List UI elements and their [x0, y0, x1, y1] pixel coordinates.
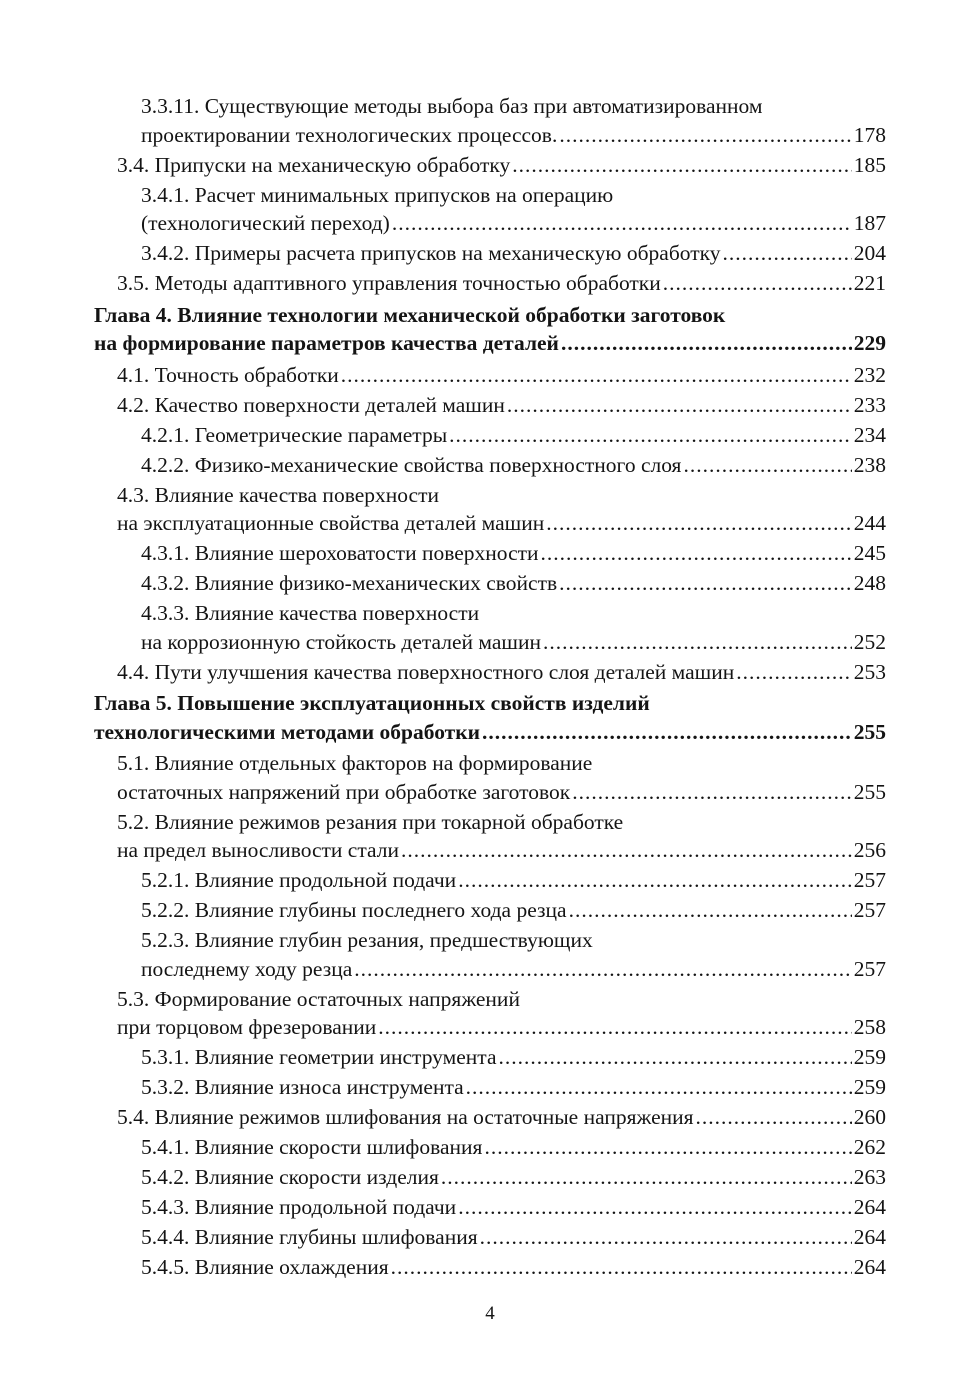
toc-entry[interactable] — [117, 985, 886, 1042]
toc-entry-title-line: Глава 5. Повышение эксплуатационных свойств изделий — [94, 691, 650, 715]
dot-leader — [683, 451, 851, 480]
dot-leader — [354, 955, 851, 984]
toc-entry-leader-line — [141, 866, 886, 895]
toc-entry[interactable] — [141, 1133, 886, 1162]
toc-entry-page: 178 — [853, 122, 886, 147]
toc-entry-leader-line — [141, 628, 886, 657]
toc-entry-leader-line — [141, 896, 886, 925]
toc-entry-leader-line — [141, 539, 886, 568]
dot-leader — [482, 718, 852, 747]
toc-entry-title: на эксплуатационные свойства деталей машин — [117, 511, 545, 535]
toc-entry-leader-line — [141, 209, 886, 238]
toc-entry-page: 187 — [853, 211, 886, 235]
toc-entry-page: 244 — [853, 511, 886, 535]
toc-entry-leader-line — [117, 269, 886, 298]
toc-entry-leader-line — [141, 1223, 886, 1252]
toc-entry-title: 5.4. Влияние режимов шлифования на остаточные напряжения — [117, 1105, 694, 1129]
dot-leader — [449, 421, 852, 450]
toc-entry[interactable] — [117, 151, 886, 180]
toc-entry-leader-line — [141, 1073, 886, 1102]
dot-leader — [499, 1043, 852, 1072]
dot-leader — [561, 329, 852, 358]
toc-entry-leader-line — [141, 421, 886, 450]
toc-entry-title: на коррозионную стойкость деталей машин — [141, 629, 541, 654]
toc-entry[interactable] — [141, 569, 886, 598]
toc-entry-title-line: 5.1. Влияние отдельных факторов на формирование — [117, 751, 593, 775]
toc-entry-title-line: 3.3.11. Существующие методы выбора баз при автоматизированном — [141, 94, 763, 118]
toc-entry-title: 3.4. Припуски на механическую обработку — [117, 152, 511, 177]
toc-entry-title: 5.4.3. Влияние продольной подачи — [141, 1195, 457, 1219]
toc-entry[interactable] — [117, 1103, 886, 1132]
toc-entry-leader-line — [141, 1193, 886, 1222]
dot-leader — [723, 239, 852, 268]
toc-entry[interactable] — [141, 181, 886, 238]
toc-entry-leader-line — [141, 569, 886, 598]
toc-entry[interactable] — [141, 866, 886, 895]
toc-entry[interactable] — [141, 1043, 886, 1072]
toc-entry-title: 5.3.1. Влияние геометрии инструмента — [141, 1045, 497, 1069]
toc-entry[interactable] — [117, 658, 886, 687]
toc-entry-page: 258 — [853, 1015, 886, 1039]
dot-leader — [559, 121, 851, 150]
dot-leader — [441, 1163, 852, 1192]
toc-entry[interactable] — [141, 896, 886, 925]
dot-leader — [507, 391, 852, 420]
toc-entry-title: 5.4.2. Влияние скорости изделия — [141, 1165, 439, 1189]
toc-entry[interactable] — [117, 361, 886, 390]
toc-entry[interactable] — [141, 239, 886, 268]
toc-entry-leader-line — [94, 718, 886, 747]
toc-entry-title: 3.4.2. Примеры расчета припусков на механическую обработку — [141, 241, 721, 265]
toc-entry-page: 234 — [853, 422, 886, 447]
toc-entry[interactable] — [117, 749, 886, 806]
toc-entry-title: 3.5. Методы адаптивного управления точностью обработки — [117, 271, 661, 295]
dot-leader — [543, 628, 852, 657]
dot-leader — [541, 539, 852, 568]
toc-entry-title: 5.4.1. Влияние скорости шлифования — [141, 1135, 483, 1159]
toc-entry-page: 264 — [853, 1195, 886, 1219]
toc-entry-leader-line — [141, 451, 886, 480]
toc-entry-leader-line — [141, 121, 886, 150]
toc-entry-page: 257 — [853, 868, 886, 892]
dot-leader — [458, 1193, 852, 1222]
dot-leader — [736, 658, 851, 687]
toc-entry-title: технологическими методами обработки — [94, 719, 481, 744]
dot-leader — [559, 569, 852, 598]
toc-entry-page: 255 — [853, 779, 886, 804]
toc-entry-page: 264 — [853, 1255, 886, 1279]
toc-entry[interactable] — [141, 421, 886, 450]
toc-entry-page: 259 — [853, 1045, 886, 1069]
toc-entry[interactable] — [141, 1253, 886, 1282]
toc-entry-title: 4.3.1. Влияние шероховатости поверхности — [141, 541, 539, 565]
toc-entry[interactable] — [141, 539, 886, 568]
toc-chapter-entry[interactable] — [94, 301, 886, 358]
dot-leader — [546, 509, 852, 538]
toc-entry-page: 256 — [853, 838, 886, 862]
toc-entry-title: на формирование параметров качества деталей — [94, 331, 559, 355]
dot-leader — [391, 1253, 852, 1282]
toc-entry-title: 5.3.2. Влияние износа инструмента — [141, 1075, 464, 1099]
toc-entry-page: 229 — [853, 331, 886, 355]
toc-entry-page: 253 — [853, 659, 886, 684]
toc-entry[interactable] — [141, 1223, 886, 1252]
toc-entry-page: 263 — [853, 1165, 886, 1189]
dot-leader — [458, 866, 852, 895]
dot-leader — [466, 1073, 852, 1102]
toc-entry-title: (технологический переход) — [141, 211, 390, 235]
toc-entry[interactable] — [117, 808, 886, 865]
toc-entry[interactable] — [141, 926, 886, 983]
table-of-contents — [94, 92, 886, 1282]
toc-entry-leader-line — [141, 1163, 886, 1192]
toc-entry[interactable] — [117, 269, 886, 298]
toc-entry-page: 257 — [853, 898, 886, 922]
toc-entry-title: 4.1. Точность обработки — [117, 362, 339, 387]
page-number: 4 — [485, 1303, 495, 1324]
toc-entry[interactable] — [141, 1163, 886, 1192]
toc-entry-leader-line — [117, 658, 886, 687]
toc-entry-leader-line — [141, 1043, 886, 1072]
toc-entry-title: проектировании технологических процессов. — [141, 122, 558, 147]
toc-entry[interactable] — [117, 391, 886, 420]
toc-entry-title: 5.2.1. Влияние продольной подачи — [141, 868, 457, 892]
dot-leader — [392, 209, 852, 238]
toc-entry-page: 260 — [853, 1105, 886, 1129]
dot-leader — [572, 778, 852, 807]
toc-chapter-entry[interactable] — [94, 689, 886, 746]
toc-entry-leader-line — [141, 1133, 886, 1162]
toc-entry-title-line: 5.2.3. Влияние глубин резания, предшествующих — [141, 928, 593, 952]
toc-entry-leader-line — [141, 1253, 886, 1282]
toc-entry-page: 264 — [853, 1225, 886, 1249]
dot-leader — [569, 896, 852, 925]
toc-entry-title: 4.4. Пути улучшения качества поверхностного слоя деталей машин — [117, 659, 735, 684]
toc-entry-page: 255 — [853, 719, 886, 744]
toc-entry-leader-line — [117, 391, 886, 420]
toc-entry-page: 248 — [853, 571, 886, 595]
toc-entry-page: 204 — [853, 241, 886, 265]
toc-entry-leader-line — [141, 239, 886, 268]
dot-leader — [696, 1103, 852, 1132]
toc-entry-leader-line — [117, 361, 886, 390]
toc-entry-title-line: 5.2. Влияние режимов резания при токарной обработке — [117, 809, 624, 834]
toc-entry-page: 252 — [853, 629, 886, 654]
toc-entry-leader-line — [117, 778, 886, 807]
toc-entry-leader-line — [117, 1103, 886, 1132]
dot-leader — [401, 836, 852, 865]
toc-entry-title: на предел выносливости стали — [117, 838, 399, 862]
toc-entry-title-line: Глава 4. Влияние технологии механической обработки заготовок — [94, 302, 726, 327]
toc-entry-title-line: 4.3.3. Влияние качества поверхности — [141, 601, 480, 625]
toc-entry-title: последнему ходу резца — [141, 956, 353, 981]
toc-entry[interactable] — [141, 451, 886, 480]
toc-entry[interactable] — [141, 599, 886, 656]
toc-entry-title: остаточных напряжений при обработке заготовок — [117, 779, 571, 804]
toc-entry[interactable] — [117, 481, 886, 538]
toc-entry-page: 259 — [853, 1075, 886, 1099]
toc-entry[interactable] — [141, 92, 886, 149]
toc-entry[interactable] — [141, 1193, 886, 1222]
toc-entry-title: 4.2. Качество поверхности деталей машин — [117, 392, 505, 417]
dot-leader — [480, 1223, 852, 1252]
dot-leader — [512, 151, 851, 180]
toc-entry-leader-line — [94, 329, 886, 358]
toc-entry-leader-line — [117, 151, 886, 180]
toc-entry-page: 233 — [853, 392, 886, 417]
toc-entry-page: 245 — [853, 541, 886, 565]
toc-entry-page: 221 — [853, 271, 886, 295]
toc-entry-title-line: 5.3. Формирование остаточных напряжений — [117, 986, 520, 1011]
dot-leader — [484, 1133, 851, 1162]
toc-entry-page: 232 — [853, 362, 886, 387]
toc-entry-title: 4.2.2. Физико-механические свойства поверхностного слоя — [141, 452, 682, 477]
toc-entry-title-line: 3.4.1. Расчет минимальных припусков на операцию — [141, 182, 614, 207]
toc-entry-leader-line — [117, 836, 886, 865]
toc-entry-page: 257 — [853, 956, 886, 981]
toc-entry-title: 5.2.2. Влияние глубины последнего хода резца — [141, 898, 567, 922]
toc-entry[interactable] — [141, 1073, 886, 1102]
dot-leader — [341, 361, 852, 390]
toc-entry-title-line: 4.3. Влияние качества поверхности — [117, 482, 439, 507]
toc-entry-leader-line — [117, 1013, 886, 1042]
toc-entry-page: 185 — [853, 152, 886, 177]
toc-entry-title: 4.3.2. Влияние физико-механических свойств — [141, 571, 558, 595]
dot-leader — [378, 1013, 851, 1042]
toc-entry-title: при торцовом фрезеровании — [117, 1015, 377, 1039]
dot-leader — [663, 269, 852, 298]
toc-entry-title: 4.2.1. Геометрические параметры — [141, 422, 448, 447]
toc-entry-title: 5.4.4. Влияние глубины шлифования — [141, 1225, 478, 1249]
toc-entry-leader-line — [141, 955, 886, 984]
toc-entry-page: 238 — [853, 452, 886, 477]
toc-entry-page: 262 — [853, 1135, 886, 1159]
toc-entry-title: 5.4.5. Влияние охлаждения — [141, 1255, 389, 1279]
toc-entry-leader-line — [117, 509, 886, 538]
